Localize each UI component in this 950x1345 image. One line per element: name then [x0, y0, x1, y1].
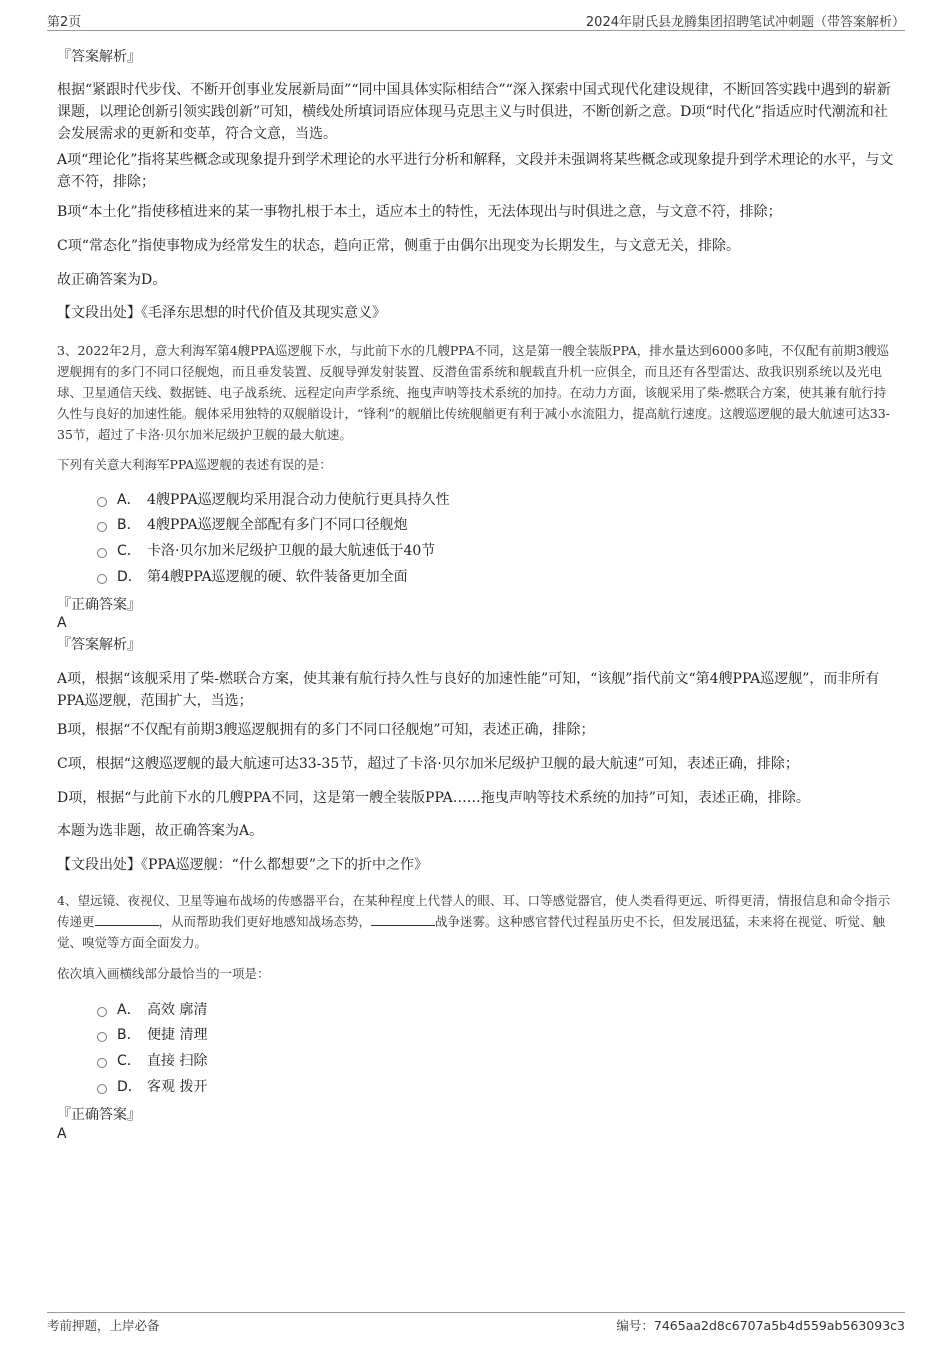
- document-title: 2024年尉氏县龙腾集团招聘笔试冲刺题（带答案解析）: [585, 15, 905, 30]
- option-letter: D．: [117, 569, 142, 585]
- code-label: 编号：: [616, 1318, 654, 1333]
- option-letter: C．: [117, 1053, 141, 1069]
- page-header: [47, 8, 905, 31]
- page-number: 第2页: [47, 15, 82, 30]
- option-text: 便捷 清理: [147, 1027, 208, 1043]
- q3-option-c[interactable]: [97, 542, 435, 560]
- q3-answer: A: [57, 615, 67, 631]
- q2-analysis-c: C项“常态化”指使事物成为经常发生的状态，趋向正常，侧重于由偶尔出现变为长期发生，与文意无关，排除。: [57, 238, 741, 254]
- q3-analysis-label: 『答案解析』: [57, 637, 141, 653]
- q3-answer-label: 『正确答案』: [57, 597, 141, 613]
- option-text: 直接 扫除: [147, 1053, 208, 1069]
- q3-conclusion: 本题为选非题，故正确答案为A。: [57, 823, 264, 839]
- q3-source: 【文段出处】《PPA巡逻舰：“什么都想要”之下的折中之作》: [57, 857, 428, 873]
- q4-option-b[interactable]: [97, 1026, 207, 1044]
- document-code: [616, 1316, 905, 1334]
- radio-icon[interactable]: [97, 1084, 107, 1094]
- q4-passage-part3: 战争迷雾。这种感官替代过程虽历史不长，但发展迅猛，未来将在视觉、听觉、触觉、嗅觉等方面全面发力。: [57, 914, 886, 950]
- q2-analysis-label: 『答案解析』: [57, 49, 141, 65]
- q3-analysis-c: C项，根据“这艘巡逻舰的最大航速可达33-35节，超过了卡洛·贝尔加米尼级护卫舰的最大航速”可知，表述正确，排除；: [57, 756, 799, 772]
- option-letter: A．: [117, 492, 141, 508]
- option-text: 卡洛·贝尔加米尼级护卫舰的最大航速低于40节: [147, 543, 436, 559]
- q4-option-d[interactable]: [97, 1078, 207, 1096]
- option-text: 4艘PPA巡逻舰均采用混合动力使航行更具持久性: [147, 492, 450, 508]
- q3-question: 下列有关意大利海军PPA巡逻舰的表述有误的是：: [57, 457, 332, 472]
- option-text: 客观 拨开: [147, 1079, 208, 1095]
- q4-answer: A: [57, 1126, 67, 1142]
- radio-icon[interactable]: [97, 1007, 107, 1017]
- q3-analysis-a: A项，根据“该舰采用了柴-燃联合方案，使其兼有航行持久性与良好的加速性能”可知，“该舰”指代前文“第4艘PPA巡逻舰”，而非所有PPA巡逻舰，范围扩大，当选；: [57, 671, 880, 709]
- option-letter: D．: [117, 1079, 142, 1095]
- fill-blank-2: [371, 913, 435, 926]
- q4-option-a[interactable]: [97, 1001, 207, 1019]
- q4-answer-label: 『正确答案』: [57, 1107, 141, 1123]
- option-text: 第4艘PPA巡逻舰的硬、软件装备更加全面: [147, 569, 408, 585]
- q3-option-d[interactable]: [97, 568, 408, 586]
- fill-blank-1: [95, 913, 159, 926]
- radio-icon[interactable]: [97, 1032, 107, 1042]
- q4-passage-part2: ，从而帮助我们更好地感知战场态势，: [158, 914, 372, 929]
- option-letter: C．: [117, 543, 141, 559]
- radio-icon[interactable]: [97, 574, 107, 584]
- q3-passage: 3、2022年2月，意大利海军第4艘PPA巡逻舰下水，与此前下水的几艘PPA不同，这是第一艘全装版PPA，排水量达到6000多吨，不仅配有前期3艘巡逻舰拥有的多门不同口径舰炮，而且垂发装置、反舰导弹发射装置、反潜鱼雷系统和舰载直升机一应俱全，而且还有各型雷达、敌我识别系统以及光电球、卫星通信天线、数据链、电子战系统、远程定向声学系统、拖曳声呐等技术系统的加持。在动力方面，该舰采用了柴-燃联合方案，使其兼有航行持久性与良好的加速性能。舰体采用独特的双舰艏设计，“锋利”的舰艏比传统舰艏更有利于减小水流阻力，提高航行速度。这艘巡逻舰的最大航速可达33-35节，超过了卡洛·贝尔加米尼级护卫舰的最大航速。: [57, 343, 890, 442]
- footer-slogan: 考前押题，上岸必备: [47, 1318, 160, 1333]
- option-letter: B．: [117, 1027, 141, 1043]
- option-letter: A．: [117, 1002, 141, 1018]
- option-text: 高效 廓清: [147, 1002, 208, 1018]
- q4-question: 依次填入画横线部分最恰当的一项是：: [57, 966, 270, 981]
- radio-icon[interactable]: [97, 548, 107, 558]
- code-value: 7465aa2d8c6707a5b4d559ab563093c3: [653, 1318, 905, 1333]
- option-text: 4艘PPA巡逻舰全部配有多门不同口径舰炮: [147, 517, 408, 533]
- q2-analysis-paragraph: 根据“紧跟时代步伐、不断开创事业发展新局面”“同中国具体实际相结合”“深入探索中国式现代化建设规律，不断回答实践中遇到的崭新课题，以理论创新引领实践创新”可知，横线处所填词语应体现马克思主义与时俱进，不断创新之意。D项“时代化”指适应时代潮流和社会发展需求的更新和变革，符合文意，当选。: [57, 82, 891, 142]
- q4-passage-part1: 4、望远镜、夜视仪、卫星等遍布战场的传感器平台，在某种程度上代替人的眼、耳、口等感觉器官，使人类看得更远、听得更清，情报信息和命令指示传递更: [57, 893, 890, 929]
- option-letter: B．: [117, 517, 141, 533]
- q2-conclusion: 故正确答案为D。: [57, 272, 167, 288]
- q3-option-b[interactable]: [97, 516, 408, 534]
- q2-analysis-a: A项“理论化”指将某些概念或现象提升到学术理论的水平进行分析和解释，文段并未强调将某些概念或现象提升到学术理论的水平，与文意不符，排除；: [57, 152, 894, 190]
- page-footer: [47, 1312, 905, 1343]
- q4-passage: [57, 890, 895, 953]
- radio-icon[interactable]: [97, 522, 107, 532]
- q2-analysis-b: B项“本土化”指使移植进来的某一事物扎根于本土，适应本土的特性，无法体现出与时俱进之意，与文意不符，排除；: [57, 204, 782, 220]
- q3-analysis-b: B项，根据“不仅配有前期3艘巡逻舰拥有的多门不同口径舰炮”可知，表述正确，排除；: [57, 722, 595, 738]
- q3-option-a[interactable]: [97, 491, 450, 509]
- q4-option-c[interactable]: [97, 1052, 207, 1070]
- radio-icon[interactable]: [97, 497, 107, 507]
- q3-analysis-d: D项，根据“与此前下水的几艘PPA不同，这是第一艘全装版PPA……拖曳声呐等技术系统的加持”可知，表述正确，排除。: [57, 790, 810, 806]
- radio-icon[interactable]: [97, 1058, 107, 1068]
- q2-source: 【文段出处】《毛泽东思想的时代价值及其现实意义》: [57, 305, 386, 321]
